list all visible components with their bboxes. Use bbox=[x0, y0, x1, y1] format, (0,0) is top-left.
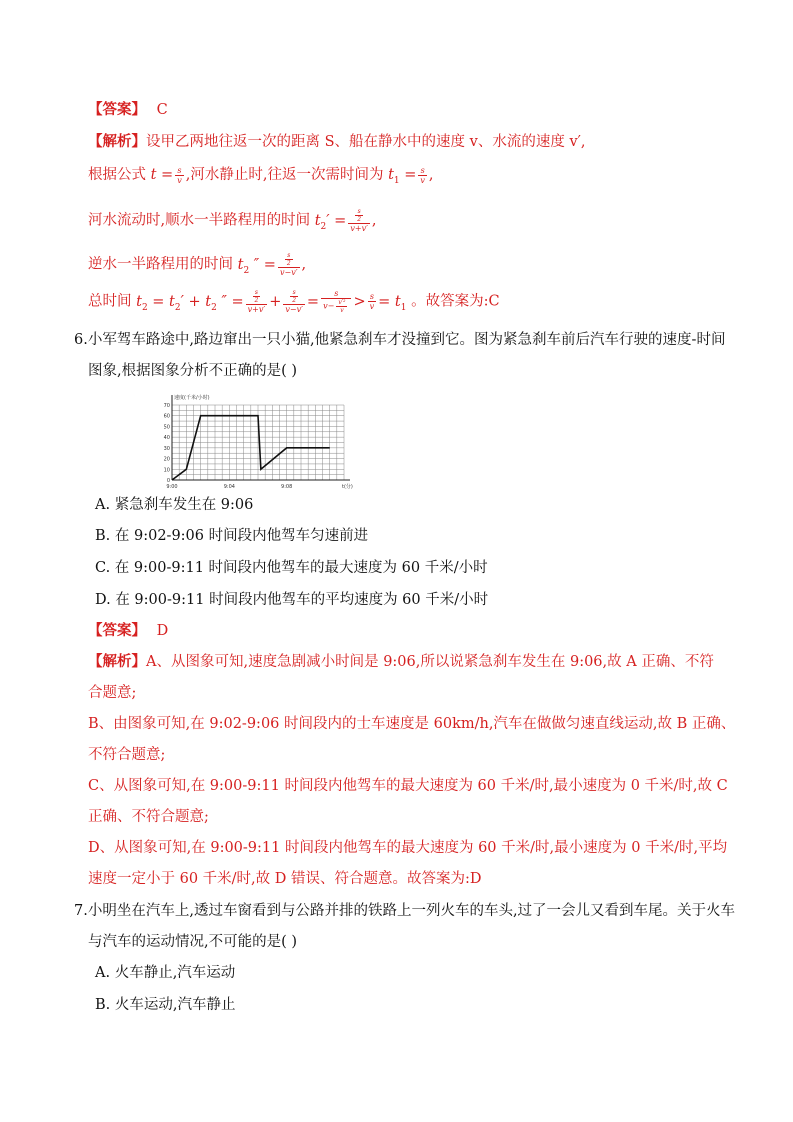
y-tick-label: 30 bbox=[163, 445, 170, 452]
analysis-text: , bbox=[371, 212, 377, 229]
q6-analysis-line2: 合题意; bbox=[88, 685, 137, 701]
analysis-text: A、从图象可知,速度急剧减小时间是 9:06,所以说紧急刹车发生在 9:06,故 A 正确、不符 bbox=[146, 654, 714, 670]
analysis-text: ,河水静止时,往返一次需时间为 bbox=[185, 167, 384, 183]
q6-analysis-line6: 正确、不符合题意; bbox=[88, 809, 209, 825]
y-tick-label: 60 bbox=[163, 413, 170, 420]
x-tick-label: 9:08 bbox=[281, 484, 293, 490]
formula-t2-down: $t_2'$ = $\frac{\frac{s}{2}}{v+v'}$ bbox=[314, 208, 368, 233]
analysis-text: 设甲乙两地往返一次的距离 S、船在静水中的速度 v、水流的速度 v′, bbox=[146, 134, 586, 150]
y-tick-label: 10 bbox=[163, 467, 170, 474]
answer-value: C bbox=[156, 102, 168, 118]
q6-stem-line1: 6.小军驾车路途中,路边窜出一只小猫,他紧急刹车才没撞到它。图为紧急刹车前后汽车行驶的速度-时间 bbox=[74, 332, 726, 348]
answer-value: D bbox=[156, 623, 169, 639]
analysis-text: , bbox=[301, 256, 307, 273]
y-tick-label: 20 bbox=[163, 456, 170, 463]
q6-option-c: C. 在 9:00-9:11 时间段内他驾车的最大速度为 60 千米/小时 bbox=[95, 560, 488, 576]
graph-labels bbox=[164, 394, 353, 490]
q6-analysis-line4: 不符合题意; bbox=[88, 747, 166, 763]
q6-analysis-line3: B、由图象可知,在 9:02-9:06 时间段内的士车速度是 60km/h,汽车在做做匀速直线运动,故 B 正确、 bbox=[88, 716, 736, 732]
x-tick-label: 9:00 bbox=[166, 484, 178, 490]
y-tick-label: 0 bbox=[166, 478, 170, 484]
q6-analysis-line7: D、从图象可知,在 9:00-9:11 时间段内他驾车的最大速度为 60 千米/时,最小速度为 0 千米/时,平均 bbox=[88, 840, 728, 856]
q6-option-d: D. 在 9:00-9:11 时间段内他驾车的平均速度为 60 千米/小时 bbox=[95, 592, 489, 608]
analysis-tag: 【解析】 bbox=[88, 133, 146, 150]
formula-speed: t = $\frac{s}{v}$ bbox=[150, 165, 182, 185]
answer-tag: 【答案】 bbox=[88, 101, 146, 118]
q5-analysis-line2: 根据公式 t = $\frac{s}{v}$ ,河水静止时,往返一次需时间为 $t_1$ = $\frac{s}{v}$ , bbox=[88, 165, 434, 186]
q5-analysis-line3 bbox=[88, 208, 377, 240]
x-tick-label: 9:04 bbox=[223, 484, 235, 490]
analysis-text: 。故答案为:C bbox=[411, 293, 500, 310]
analysis-text: 总时间 bbox=[88, 293, 132, 310]
q6-option-b: B. 在 9:02-9:06 时间段内他驾车匀速前进 bbox=[95, 528, 369, 544]
analysis-text: 根据公式 bbox=[88, 167, 146, 183]
q5-analysis-line1 bbox=[88, 132, 586, 152]
x-axis-label: t(分) bbox=[342, 484, 353, 490]
analysis-tag: 【解析】 bbox=[88, 653, 146, 670]
q7-option-b: B. 火车运动,汽车静止 bbox=[95, 997, 236, 1013]
q7-stem-line1: 7.小明坐在汽车上,透过车窗看到与公路并排的铁路上一列火车的车头,过了一会儿又看到车尾。关于火车 bbox=[74, 903, 736, 919]
formula-t1: $t_1$ = $\frac{s}{v}$ bbox=[388, 165, 425, 186]
y-tick-label: 40 bbox=[163, 435, 170, 442]
q6-analysis-line1 bbox=[88, 652, 714, 672]
answer-tag: 【答案】 bbox=[88, 622, 146, 639]
y-tick-label: 70 bbox=[163, 403, 170, 409]
speed-time-graph bbox=[160, 393, 355, 495]
q5-answer bbox=[88, 100, 168, 120]
q6-analysis-line5: C、从图象可知,在 9:00-9:11 时间段内他驾车的最大速度为 60 千米/时,最小速度为 0 千米/时,故 C bbox=[88, 778, 728, 794]
q5-analysis-line5 bbox=[88, 289, 500, 325]
analysis-text: 河水流动时,顺水一半路程用的时间 bbox=[88, 212, 311, 229]
y-axis-label: 速度(千米/小时) bbox=[174, 395, 210, 401]
q6-option-a: A. 紧急刹车发生在 9:06 bbox=[95, 497, 254, 513]
q5-analysis-line4 bbox=[88, 252, 306, 284]
formula-t2-up: $t_2$ ″ = $\frac{\frac{s}{2}}{v-v'}$ bbox=[237, 252, 298, 277]
formula-total: $t_2 = t_2' + t_2$ ″ = $\frac{\frac{s}{2}}{v+v'}$ + $\frac{\frac{s}{2}}{v-v'}$ = s v− $\frac{\text{v′²}}{v}$ > $\frac{s}{v}$ = $t_1$ bbox=[136, 289, 407, 314]
q7-stem-line2: 与汽车的运动情况,不可能的是( ) bbox=[88, 934, 298, 950]
q7-option-a: A. 火车静止,汽车运动 bbox=[95, 965, 236, 981]
q6-stem-line2: 图象,根据图象分析不正确的是( ) bbox=[88, 363, 298, 379]
q6-answer bbox=[88, 621, 168, 641]
y-tick-label: 50 bbox=[163, 424, 170, 431]
q6-analysis-line8: 速度一定小于 60 千米/时,故 D 错误、符合题意。故答案为:D bbox=[88, 871, 482, 887]
analysis-text: 逆水一半路程用的时间 bbox=[88, 256, 233, 273]
